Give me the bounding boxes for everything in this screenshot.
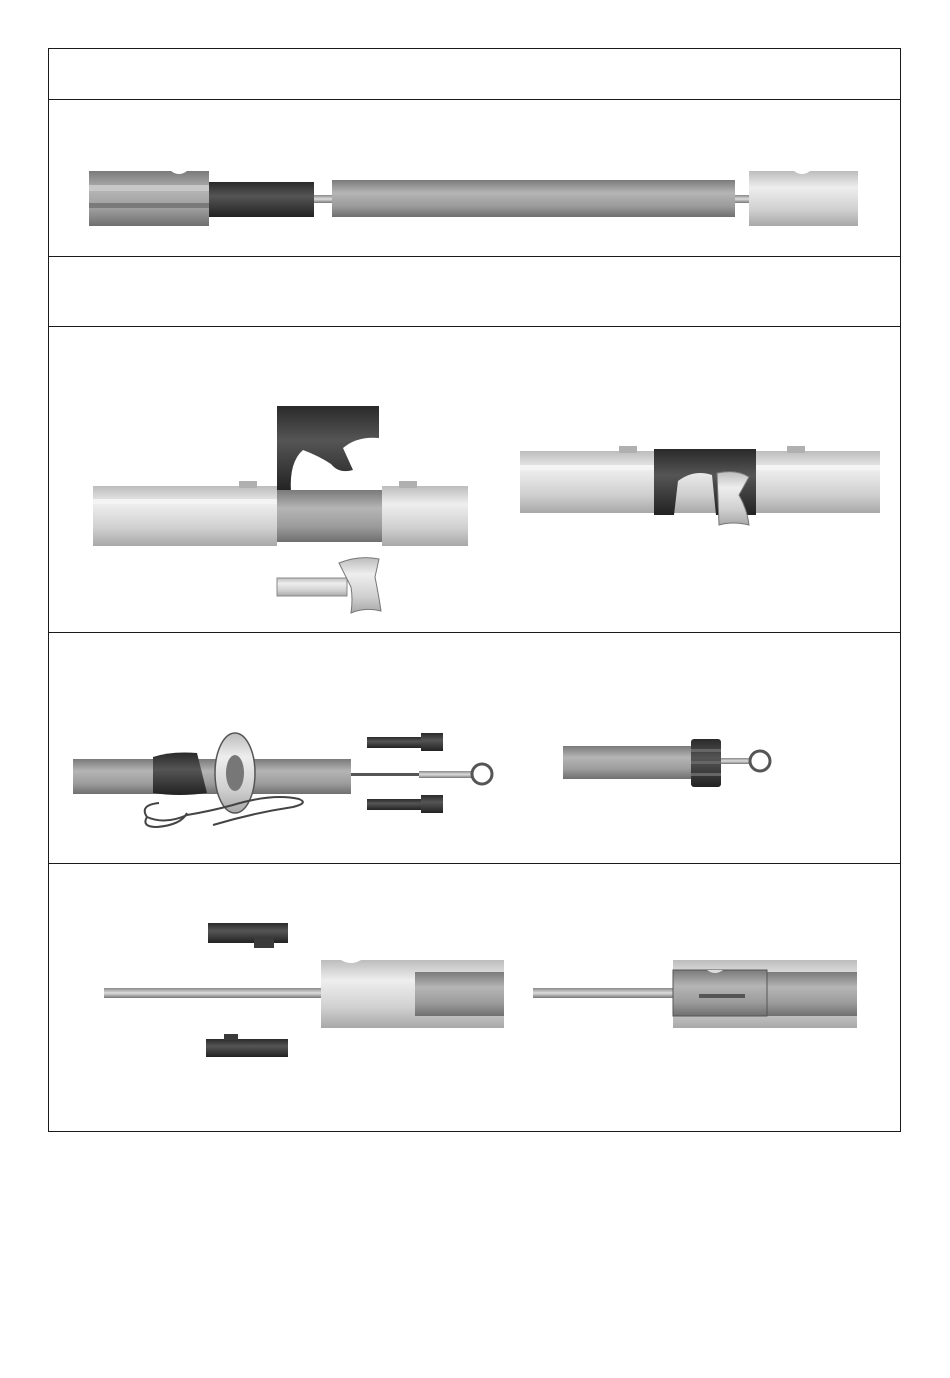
left-tube — [93, 481, 277, 546]
instruction-row — [49, 257, 900, 327]
header-row — [49, 49, 900, 100]
step-4-row — [49, 864, 900, 1132]
cap-half-upper — [208, 923, 288, 948]
center-tube — [332, 180, 735, 217]
inner-rod-right — [735, 195, 751, 203]
cap-lower — [367, 795, 443, 813]
rod-left — [104, 988, 324, 998]
dark-insert — [209, 182, 314, 217]
step-1-row — [49, 100, 900, 257]
eyelet-stem — [721, 758, 751, 764]
joint-section — [277, 490, 382, 542]
cap-upper — [367, 733, 443, 751]
right-sleeve — [749, 171, 858, 226]
step-1-illustration — [49, 100, 900, 256]
cap-half-lower — [206, 1034, 288, 1057]
left-sleeve — [89, 171, 209, 226]
end-cap-assembled — [691, 739, 721, 787]
document-sheet — [48, 48, 901, 1132]
rod-assembled — [533, 988, 673, 998]
clamp-top-part — [277, 406, 379, 492]
step-4-illustration — [49, 864, 900, 1131]
sleeve-assembled — [673, 960, 857, 1028]
inner-rod-left — [314, 195, 334, 203]
step-3-illustration — [49, 633, 900, 863]
right-tube — [382, 481, 468, 546]
step-2-illustration — [49, 327, 900, 632]
clamp-lever — [277, 558, 381, 613]
eyelet — [419, 764, 492, 784]
sleeve-left — [321, 960, 504, 1028]
pole-left — [73, 759, 351, 794]
pole-assembled — [563, 746, 693, 779]
step-2-row — [49, 327, 900, 633]
eyelet-ring — [750, 751, 770, 771]
step-3-row — [49, 633, 900, 864]
